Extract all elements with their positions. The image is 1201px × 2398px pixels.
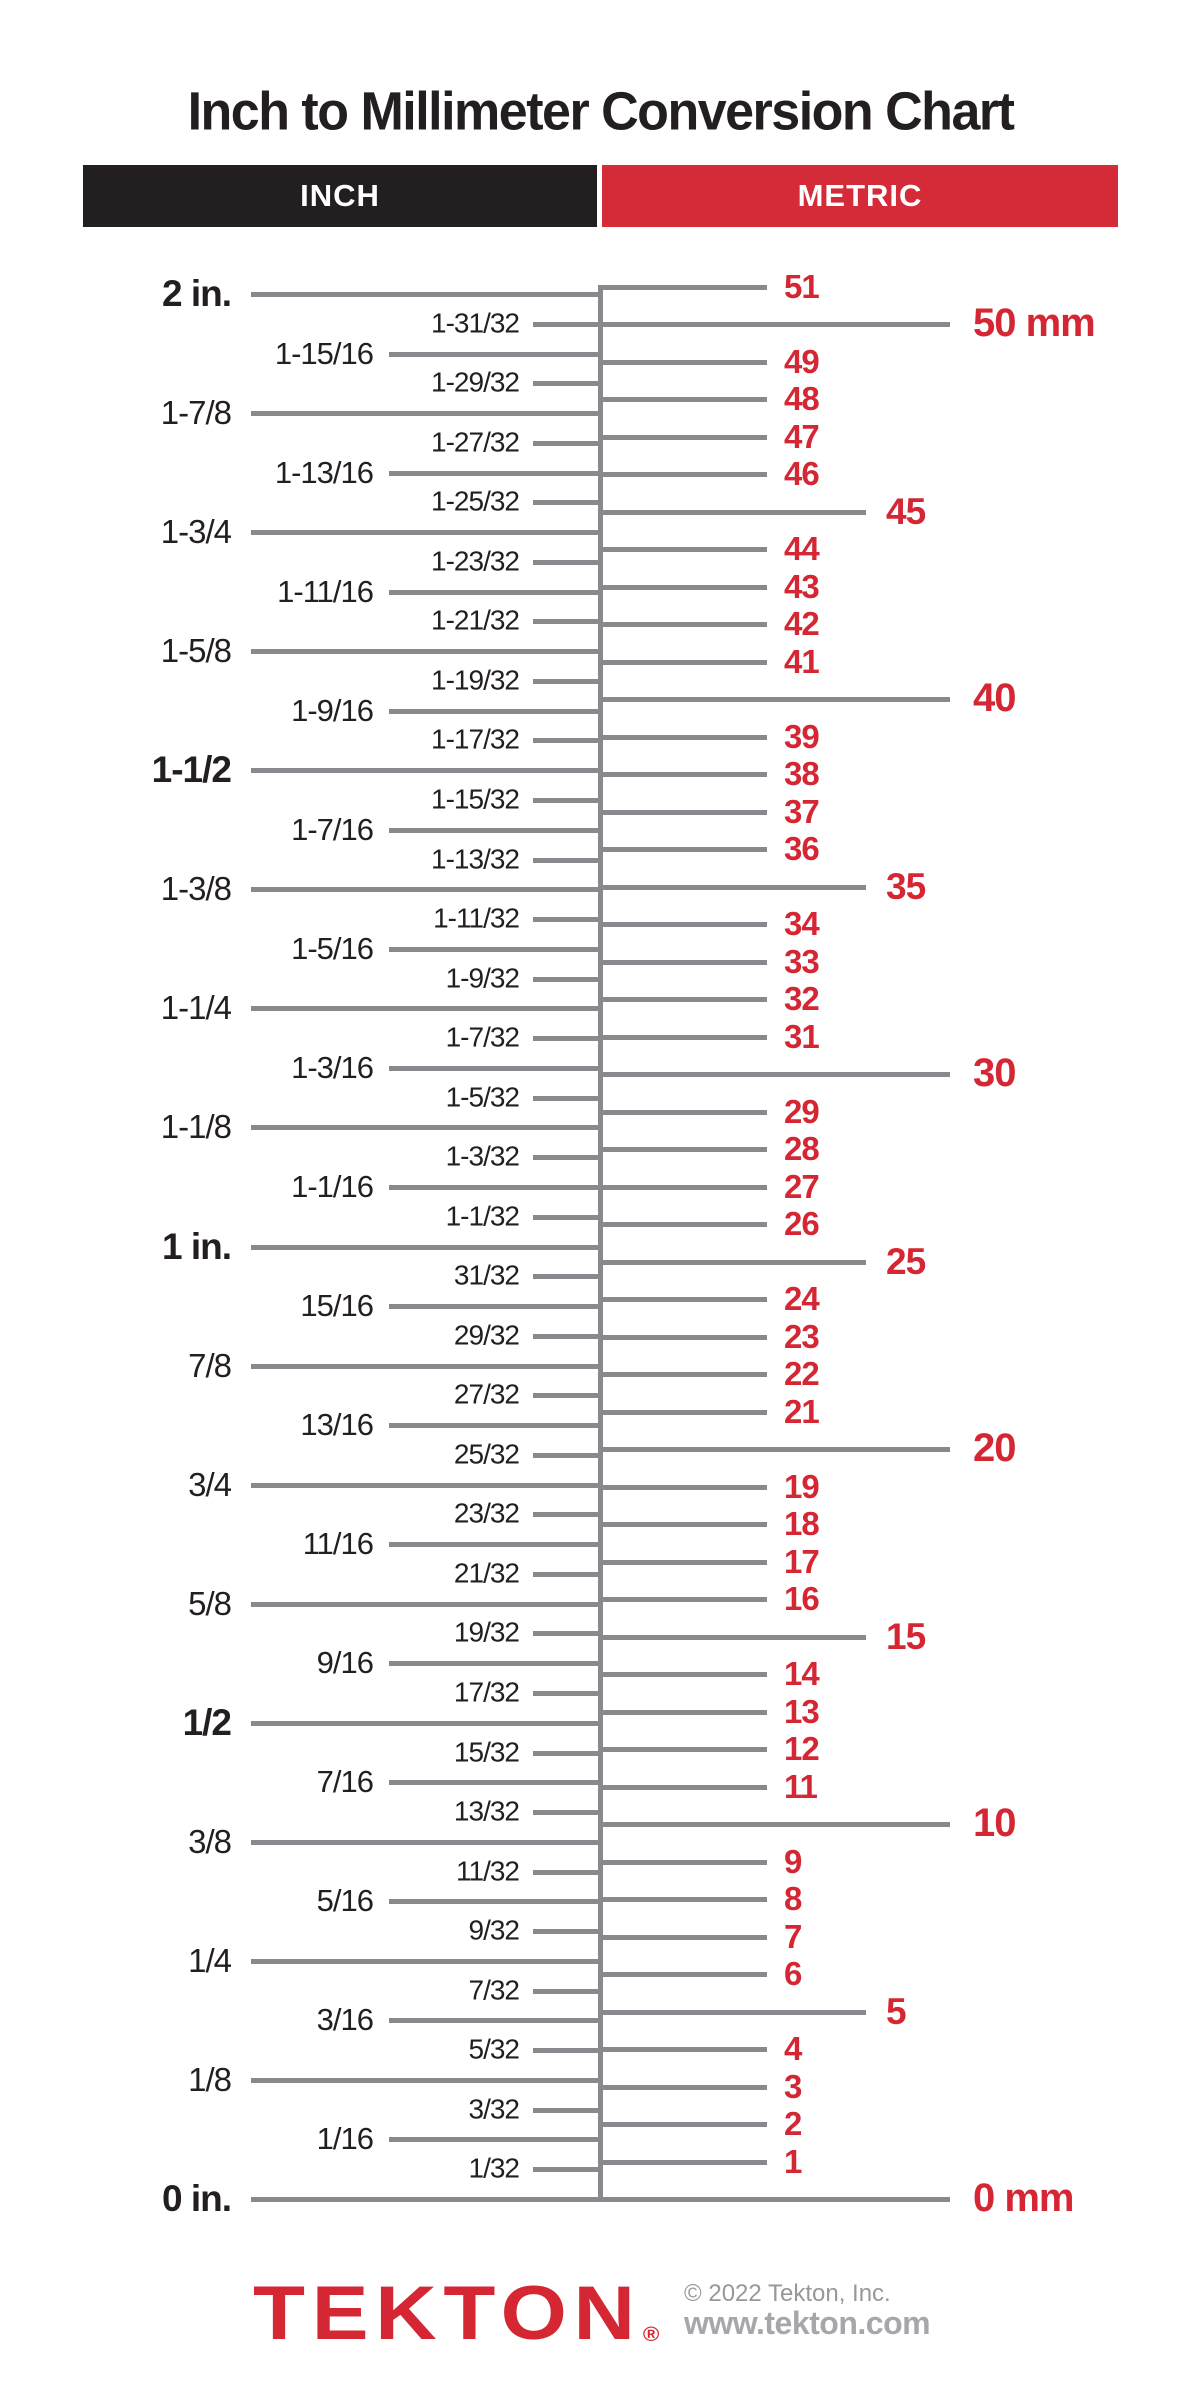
inch-tick-label: 1-3/32 — [445, 1140, 519, 1172]
mm-tick-line — [598, 772, 767, 777]
inch-tick-label: 1-23/32 — [431, 545, 519, 577]
mm-tick-label: 9 — [784, 1842, 802, 1880]
inch-tick-label: 1-9/16 — [291, 692, 373, 728]
mm-tick-label: 6 — [784, 1954, 802, 1992]
inch-tick-line — [533, 619, 603, 624]
inch-tick-line — [251, 1006, 603, 1011]
inch-tick-label: 15/32 — [453, 1735, 519, 1767]
inch-tick-line — [251, 1959, 603, 1964]
mm-tick-line — [598, 1635, 866, 1640]
inch-tick-line — [389, 1542, 603, 1547]
inch-tick-label: 27/32 — [453, 1378, 519, 1410]
inch-tick-line — [251, 292, 603, 297]
mm-tick-line — [598, 922, 767, 927]
mm-tick-line — [598, 1335, 767, 1340]
mm-tick-line — [598, 2122, 767, 2127]
inch-tick-line — [251, 530, 603, 535]
inch-tick-line — [389, 1899, 603, 1904]
copyright-text: © 2022 Tekton, Inc. — [684, 2280, 891, 2307]
page-title: Inch to Millimeter Conversion Chart — [187, 81, 1014, 142]
inch-tick-line — [533, 2108, 603, 2113]
inch-tick-line — [251, 887, 603, 892]
mm-tick-label: 5 — [886, 1990, 906, 2032]
inch-tick-label: 1-11/32 — [433, 902, 519, 934]
inch-tick-label: 1-27/32 — [431, 426, 519, 458]
metric-header-label: METRIC — [797, 178, 923, 213]
inch-tick-label: 23/32 — [453, 1497, 519, 1529]
inch-tick-label: 21/32 — [453, 1557, 519, 1589]
mm-tick-line — [598, 1710, 767, 1715]
inch-tick-line — [533, 381, 603, 386]
inch-tick-line — [533, 858, 603, 863]
inch-tick-line — [389, 1066, 603, 1071]
mm-tick-line — [598, 2010, 866, 2015]
mm-tick-line — [598, 697, 950, 702]
inch-tick-label: 1-1/32 — [445, 1200, 519, 1232]
inch-tick-label: 1-1/16 — [291, 1168, 373, 1204]
mm-tick-label: 31 — [784, 1017, 819, 1055]
inch-tick-label: 3/4 — [188, 1465, 231, 1503]
inch-tick-line — [533, 1870, 603, 1875]
mm-tick-line — [598, 1822, 950, 1827]
inch-tick-line — [251, 1840, 603, 1845]
inch-tick-line — [251, 2078, 603, 2083]
inch-tick-line — [533, 2167, 603, 2172]
mm-tick-line — [598, 622, 767, 627]
mm-tick-label: 48 — [784, 379, 819, 417]
inch-tick-label: 1-7/8 — [160, 393, 231, 431]
inch-tick-line — [251, 1364, 603, 1369]
inch-tick-line — [533, 1512, 603, 1517]
mm-tick-label: 28 — [784, 1129, 819, 1167]
mm-tick-label: 29 — [784, 1092, 819, 1130]
inch-tick-label: 29/32 — [453, 1319, 519, 1351]
mm-tick-label: 33 — [784, 942, 819, 980]
inch-tick-label: 1/4 — [188, 1941, 231, 1979]
mm-tick-line — [598, 1072, 950, 1077]
mm-tick-line — [598, 1597, 767, 1602]
mm-tick-line — [598, 360, 767, 365]
inch-tick-label: 3/16 — [316, 2002, 373, 2038]
mm-tick-line — [598, 1222, 767, 1227]
mm-tick-label: 25 — [886, 1240, 926, 1282]
inch-tick-line — [533, 1691, 603, 1696]
mm-tick-line — [598, 960, 767, 965]
inch-tick-label: 1-19/32 — [431, 664, 519, 696]
mm-tick-line — [598, 1110, 767, 1115]
inch-tick-line — [389, 2018, 603, 2023]
inch-tick-label: 3/32 — [468, 2093, 519, 2125]
inch-tick-label: 2 in. — [161, 272, 231, 314]
inch-tick-line — [533, 1334, 603, 1339]
mm-tick-label: 16 — [784, 1579, 819, 1617]
mm-tick-label: 18 — [784, 1504, 819, 1542]
mm-tick-label: 40 — [973, 676, 1016, 721]
mm-tick-line — [598, 2085, 767, 2090]
mm-tick-label: 36 — [784, 829, 819, 867]
inch-tick-label: 11/32 — [456, 1855, 519, 1887]
inch-tick-line — [251, 649, 603, 654]
mm-tick-label: 49 — [784, 342, 819, 380]
inch-tick-line — [533, 1751, 603, 1756]
tekton-logo-word: TEKTON — [253, 2271, 642, 2356]
inch-tick-label: 1-25/32 — [431, 485, 519, 517]
mm-tick-label: 15 — [886, 1615, 926, 1657]
mm-tick-label: 30 — [973, 1051, 1016, 1096]
inch-tick-label: 1-31/32 — [431, 307, 519, 339]
inch-tick-label: 1-15/16 — [274, 335, 373, 371]
inch-tick-line — [389, 828, 603, 833]
inch-tick-line — [533, 1631, 603, 1636]
mm-tick-label: 8 — [784, 1879, 802, 1917]
inch-tick-line — [533, 1572, 603, 1577]
inch-tick-label: 31/32 — [453, 1259, 519, 1291]
inch-tick-line — [533, 1393, 603, 1398]
inch-tick-line — [533, 500, 603, 505]
inch-tick-label: 1-13/16 — [274, 454, 373, 490]
mm-tick-label: 42 — [784, 604, 819, 642]
inch-tick-label: 13/32 — [453, 1795, 519, 1827]
inch-tick-label: 7/8 — [188, 1346, 231, 1384]
mm-tick-line — [598, 1035, 767, 1040]
mm-tick-label: 51 — [784, 267, 819, 305]
inch-tick-label: 5/16 — [316, 1883, 373, 1919]
inch-tick-label: 1 in. — [161, 1225, 231, 1267]
inch-tick-line — [533, 322, 603, 327]
mm-tick-line — [598, 1485, 767, 1490]
mm-tick-line — [598, 660, 767, 665]
inch-tick-label: 1-3/16 — [291, 1049, 373, 1085]
mm-tick-label: 7 — [784, 1917, 802, 1955]
inch-tick-label: 0 in. — [161, 2177, 231, 2219]
mm-tick-line — [598, 1747, 767, 1752]
inch-tick-line — [533, 441, 603, 446]
inch-tick-line — [533, 917, 603, 922]
inch-tick-line — [533, 1215, 603, 1220]
inch-tick-line — [389, 1780, 603, 1785]
inch-tick-label: 1-21/32 — [431, 604, 519, 636]
inch-tick-label: 5/32 — [468, 2033, 519, 2065]
mm-tick-label: 22 — [784, 1354, 819, 1392]
inch-tick-label: 3/8 — [188, 1822, 231, 1860]
inch-tick-label: 9/32 — [468, 1914, 519, 1946]
mm-tick-line — [598, 472, 767, 477]
mm-tick-line — [598, 510, 866, 515]
mm-tick-line — [598, 1147, 767, 1152]
inch-tick-label: 1/8 — [188, 2060, 231, 2098]
mm-tick-label: 32 — [784, 979, 819, 1017]
mm-tick-label: 44 — [784, 529, 819, 567]
inch-tick-label: 7/32 — [468, 1974, 519, 2006]
mm-tick-line — [598, 1447, 950, 1452]
inch-tick-label: 1-5/32 — [445, 1081, 519, 1113]
inch-tick-line — [251, 1602, 603, 1607]
inch-tick-line — [389, 709, 603, 714]
inch-tick-line — [533, 1453, 603, 1458]
inch-tick-line — [251, 1125, 603, 1130]
inch-tick-label: 1-11/16 — [277, 573, 373, 609]
mm-tick-label: 13 — [784, 1692, 819, 1730]
inch-tick-label: 19/32 — [453, 1616, 519, 1648]
mm-tick-line — [598, 2047, 767, 2052]
inch-tick-line — [533, 1929, 603, 1934]
mm-tick-label: 26 — [784, 1204, 819, 1242]
inch-tick-label: 1-9/32 — [445, 962, 519, 994]
mm-tick-label: 50 mm — [973, 301, 1095, 346]
inch-tick-line — [389, 1304, 603, 1309]
inch-tick-label: 25/32 — [453, 1438, 519, 1470]
inch-tick-label: 1-7/16 — [291, 811, 373, 847]
mm-tick-line — [598, 1897, 767, 1902]
mm-tick-line — [598, 285, 767, 290]
mm-tick-line — [598, 1560, 767, 1565]
mm-tick-line — [598, 810, 767, 815]
mm-tick-label: 1 — [784, 2142, 802, 2180]
inch-tick-line — [533, 1096, 603, 1101]
inch-tick-line — [251, 1245, 603, 1250]
mm-tick-line — [598, 1185, 767, 1190]
mm-tick-label: 17 — [784, 1542, 819, 1580]
inch-tick-line — [533, 798, 603, 803]
mm-tick-label: 47 — [784, 417, 819, 455]
mm-tick-label: 14 — [784, 1654, 819, 1692]
inch-tick-label: 1-5/16 — [291, 930, 373, 966]
inch-header-label: INCH — [300, 178, 380, 213]
inch-tick-line — [533, 1155, 603, 1160]
mm-tick-line — [598, 1935, 767, 1940]
inch-tick-label: 1-17/32 — [431, 723, 519, 755]
inch-tick-label: 1-3/8 — [160, 870, 231, 908]
mm-tick-label: 35 — [886, 865, 926, 907]
tekton-logo — [253, 2271, 660, 2356]
inch-tick-line — [251, 1721, 603, 1726]
inch-tick-label: 11/16 — [302, 1526, 373, 1562]
mm-tick-line — [598, 1522, 767, 1527]
inch-tick-line — [251, 411, 603, 416]
mm-tick-label: 34 — [784, 904, 819, 942]
inch-tick-line — [533, 2048, 603, 2053]
inch-tick-label: 7/16 — [316, 1764, 373, 1800]
mm-tick-label: 27 — [784, 1167, 819, 1205]
inch-tick-label: 15/16 — [300, 1287, 373, 1323]
inch-tick-line — [389, 1185, 603, 1190]
mm-tick-label: 23 — [784, 1317, 819, 1355]
mm-tick-line — [598, 1785, 767, 1790]
inch-tick-label: 1/2 — [182, 1701, 231, 1743]
inch-tick-label: 1/16 — [316, 2121, 373, 2157]
inch-tick-label: 1-1/4 — [160, 989, 231, 1027]
inch-tick-line — [251, 768, 603, 773]
mm-tick-line — [598, 847, 767, 852]
inch-tick-label: 1-1/2 — [151, 749, 231, 791]
inch-tick-line — [251, 1483, 603, 1488]
mm-tick-line — [598, 547, 767, 552]
mm-tick-line — [598, 997, 767, 1002]
mm-tick-label: 3 — [784, 2067, 802, 2105]
inch-tick-line — [533, 1274, 603, 1279]
inch-tick-line — [389, 1423, 603, 1428]
mm-tick-line — [598, 322, 950, 327]
inch-tick-line — [389, 947, 603, 952]
mm-tick-label: 11 — [784, 1767, 817, 1805]
inch-tick-label: 9/16 — [316, 1645, 373, 1681]
inch-tick-label: 17/32 — [453, 1676, 519, 1708]
inch-tick-label: 1-1/8 — [160, 1108, 231, 1146]
mm-tick-line — [598, 885, 866, 890]
inch-tick-label: 1-7/32 — [445, 1021, 519, 1053]
inch-tick-label: 1-29/32 — [431, 366, 519, 398]
mm-tick-line — [598, 1972, 767, 1977]
center-axis-line — [598, 285, 603, 2202]
mm-tick-label: 20 — [973, 1426, 1016, 1471]
mm-tick-line — [598, 2197, 950, 2202]
mm-tick-line — [598, 1860, 767, 1865]
inch-tick-line — [389, 2137, 603, 2142]
mm-tick-label: 37 — [784, 792, 819, 830]
inch-tick-label: 1-15/32 — [431, 783, 519, 815]
inch-tick-line — [533, 977, 603, 982]
inch-tick-label: 1-13/32 — [431, 842, 519, 874]
mm-tick-label: 45 — [886, 490, 926, 532]
registered-trademark-icon: ® — [642, 2324, 660, 2347]
mm-tick-label: 19 — [784, 1467, 819, 1505]
mm-tick-label: 10 — [973, 1801, 1016, 1846]
inch-tick-line — [533, 560, 603, 565]
mm-tick-label: 12 — [784, 1729, 819, 1767]
inch-tick-label: 1-5/8 — [160, 632, 231, 670]
mm-tick-label: 41 — [784, 642, 819, 680]
inch-tick-line — [389, 471, 603, 476]
inch-tick-label: 5/8 — [188, 1584, 231, 1622]
mm-tick-line — [598, 1672, 767, 1677]
inch-tick-line — [533, 1036, 603, 1041]
inch-tick-line — [389, 590, 603, 595]
mm-tick-line — [598, 1410, 767, 1415]
mm-tick-label: 38 — [784, 754, 819, 792]
inch-tick-label: 1-3/4 — [160, 512, 231, 550]
inch-tick-line — [389, 352, 603, 357]
inch-tick-line — [389, 1661, 603, 1666]
inch-tick-label: 13/16 — [300, 1406, 373, 1442]
mm-tick-line — [598, 1372, 767, 1377]
mm-tick-label: 0 mm — [973, 2176, 1074, 2221]
inch-tick-line — [251, 2197, 603, 2202]
website-text: www.tekton.com — [684, 2305, 931, 2341]
mm-tick-line — [598, 397, 767, 402]
mm-tick-line — [598, 1260, 866, 1265]
inch-tick-line — [533, 1810, 603, 1815]
mm-tick-label: 21 — [784, 1392, 819, 1430]
mm-tick-line — [598, 435, 767, 440]
inch-tick-line — [533, 679, 603, 684]
mm-tick-label: 39 — [784, 717, 819, 755]
inch-tick-label: 1/32 — [468, 2152, 519, 2184]
mm-tick-line — [598, 2160, 767, 2165]
mm-tick-line — [598, 1297, 767, 1302]
mm-tick-label: 46 — [784, 454, 819, 492]
mm-tick-label: 43 — [784, 567, 819, 605]
mm-tick-label: 24 — [784, 1279, 819, 1317]
inch-tick-line — [533, 1989, 603, 1994]
mm-tick-label: 2 — [784, 2104, 802, 2142]
mm-tick-label: 4 — [784, 2029, 802, 2067]
mm-tick-line — [598, 735, 767, 740]
inch-tick-line — [533, 738, 603, 743]
mm-tick-line — [598, 585, 767, 590]
